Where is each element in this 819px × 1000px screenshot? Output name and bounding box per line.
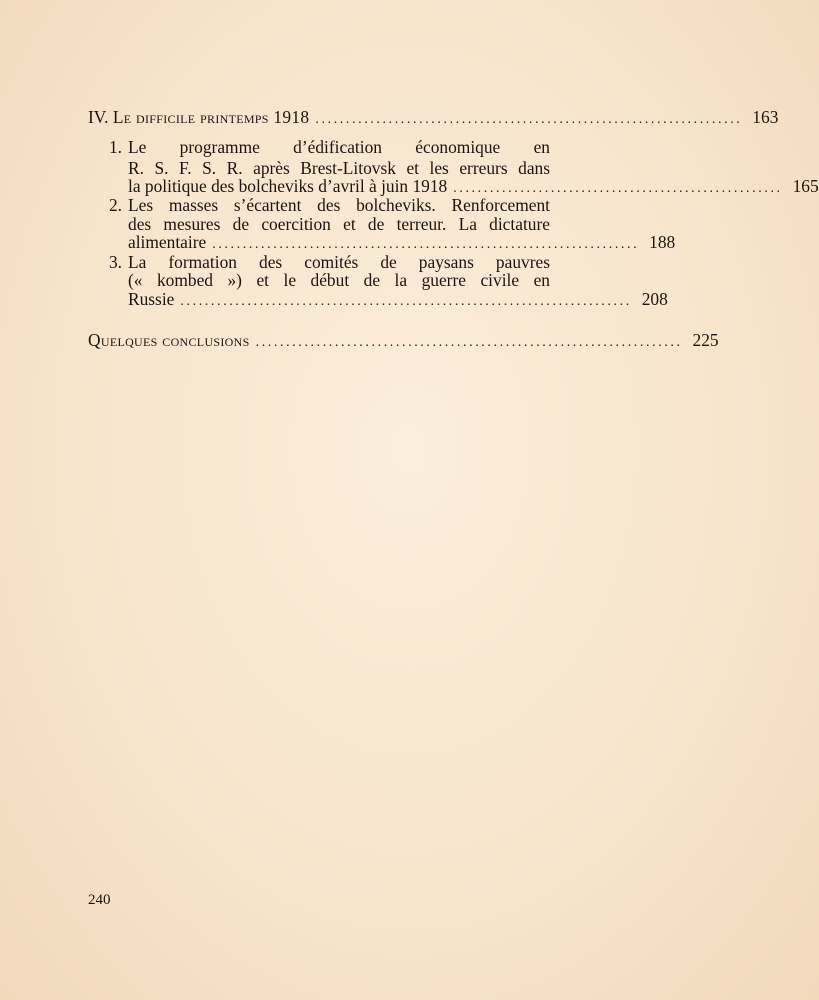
item-line: des mesures de coercition et de terreur. La dictature <box>128 214 550 234</box>
item-number: 2. <box>108 195 122 215</box>
item-line: Les masses s’écartent des bolcheviks. Renforcement <box>128 195 550 215</box>
item-line: Russie <box>128 289 175 309</box>
toc-chapter-entry <box>88 107 779 130</box>
item-line: R. S. F. S. R. après Brest-Litovsk et les erreurs dans <box>128 158 550 178</box>
dot-leader: ...................................................................... <box>315 112 743 127</box>
dot-leader: .......................................................................... <box>180 294 632 309</box>
conclusion-page-number: 225 <box>692 330 719 350</box>
dot-leader: ...................................................................... <box>255 335 683 350</box>
item-line: La formation des comités de paysans pauvres <box>128 252 550 272</box>
dot-leader: ...................................................................... <box>212 237 640 252</box>
chapter-title: Le difficile printemps 1918 <box>112 107 310 127</box>
chapter-page-number: 163 <box>752 107 779 127</box>
page-number: 240 <box>88 892 111 908</box>
item-number: 3. <box>108 252 122 272</box>
item-line: (« kombed ») et le début de la guerre civile en <box>128 270 550 290</box>
item-page-number: 188 <box>649 232 676 252</box>
item-line: Le programme d’édification économique en <box>128 137 550 157</box>
item-page-number: 208 <box>641 289 668 309</box>
item-line: la politique des bolcheviks d’avril à juin 1918 <box>128 176 448 196</box>
dot-leader: ...................................................... <box>453 181 783 196</box>
conclusion-title: Quelques conclusions <box>88 330 250 350</box>
item-line: alimentaire <box>128 232 207 252</box>
chapter-numeral: IV. <box>88 107 109 127</box>
item-number: 1. <box>108 137 122 157</box>
item-page-number: 165 <box>792 176 819 196</box>
toc-conclusion-entry <box>88 330 719 353</box>
